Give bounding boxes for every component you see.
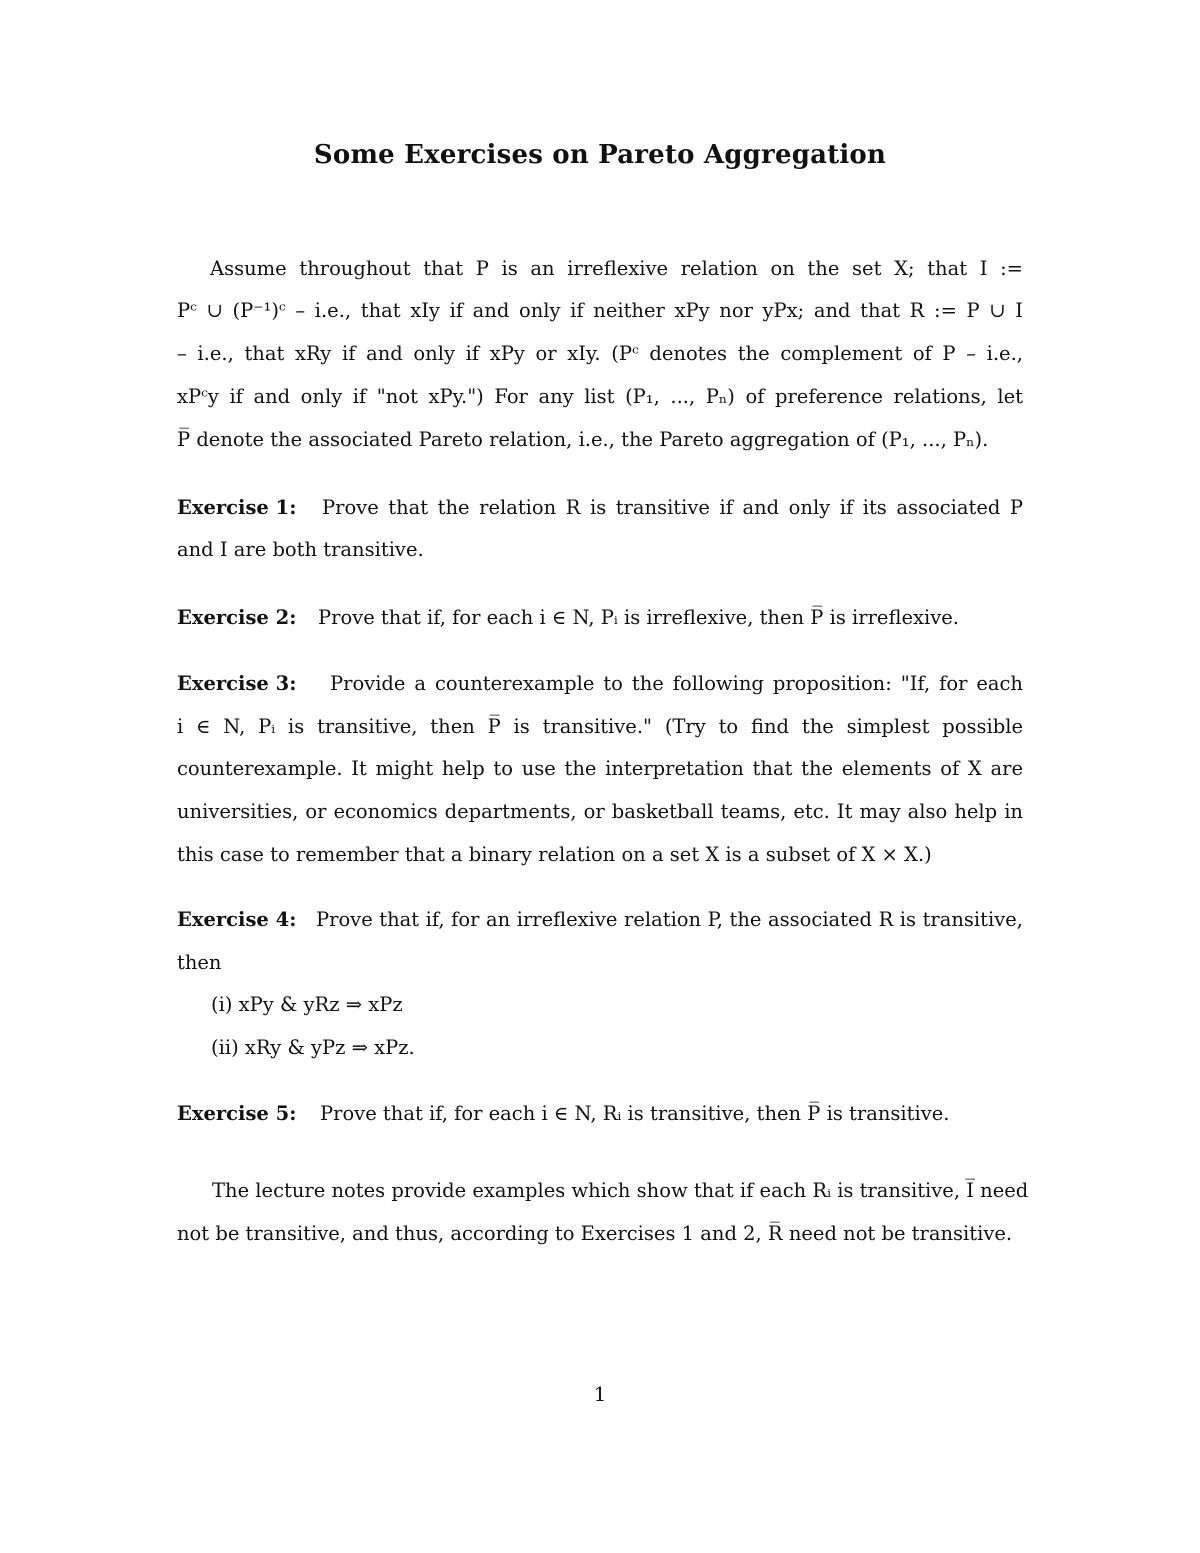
exercise-3-label — [177, 671, 327, 697]
exercise-3-line: universities, or economics departments, or basketball teams, etc. It may also help in — [177, 800, 1023, 823]
intro-line: Assume throughout that P is an irreflexive relation on the set X; that I := — [210, 257, 1023, 280]
exercise-label: Exercise 3: — [177, 672, 297, 695]
exercise-3-line: counterexample. It might help to use the interpretation that the elements of X are — [177, 757, 1023, 780]
exercise-1-line: and I are both transitive. — [177, 538, 424, 561]
exercise-4-item-i: (i) xPy & yRz ⇒ xPz — [211, 993, 403, 1016]
exercise-label: Exercise 2: — [177, 606, 297, 629]
exercise-5-label — [177, 1101, 317, 1127]
exercise-4-label — [177, 907, 317, 933]
page-number: 1 — [593, 1382, 607, 1406]
intro-line: – i.e., that xRy if and only if xPy or xIy. (Pᶜ denotes the complement of P – i.e., — [177, 342, 1023, 365]
exercise-1-text: Prove that the relation R is transitive if and only if its associated P — [322, 496, 1023, 519]
exercise-label: Exercise 4: — [177, 908, 297, 931]
exercise-3-text: Provide a counterexample to the following proposition: "If, for each — [330, 672, 1023, 695]
exercise-3-line: this case to remember that a binary relation on a set X is a subset of X × X.) — [177, 843, 932, 866]
exercise-label: Exercise 1: — [177, 496, 297, 519]
exercise-4-text: Prove that if, for an irreflexive relation P, the associated R is transitive, — [316, 908, 1023, 931]
exercise-label: Exercise 5: — [177, 1102, 297, 1125]
closing-line: The lecture notes provide examples which show that if each Rᵢ is transitive, I̅ need — [212, 1179, 1029, 1202]
intro-line: P̅ denote the associated Pareto relation, i.e., the Pareto aggregation of (P₁, ..., Pₙ). — [177, 428, 989, 451]
closing-line: not be transitive, and thus, according to Exercises 1 and 2, R̅ need not be transitive. — [177, 1222, 1013, 1245]
intro-line: xPᶜy if and only if "not xPy.") For any list (P₁, ..., Pₙ) of preference relations, let — [177, 385, 1023, 408]
exercise-2-label — [177, 605, 317, 631]
exercise-3-line: i ∈ N, Pᵢ is transitive, then P̅ is transitive." (Try to find the simplest possible — [177, 715, 1023, 738]
exercise-5-text: Prove that if, for each i ∈ N, Rᵢ is transitive, then P̅ is transitive. — [320, 1102, 950, 1125]
exercise-1-label — [177, 495, 317, 521]
page-title: Some Exercises on Pareto Aggregation — [313, 140, 887, 170]
exercise-4-line: then — [177, 951, 222, 974]
exercise-2-text: Prove that if, for each i ∈ N, Pᵢ is irreflexive, then P̅ is irreflexive. — [318, 606, 959, 629]
intro-line: Pᶜ ∪ (P⁻¹)ᶜ – i.e., that xIy if and only if neither xPy nor yPx; and that R := P ∪ I — [177, 299, 1023, 322]
exercise-4-item-ii: (ii) xRy & yPz ⇒ xPz. — [211, 1036, 415, 1059]
